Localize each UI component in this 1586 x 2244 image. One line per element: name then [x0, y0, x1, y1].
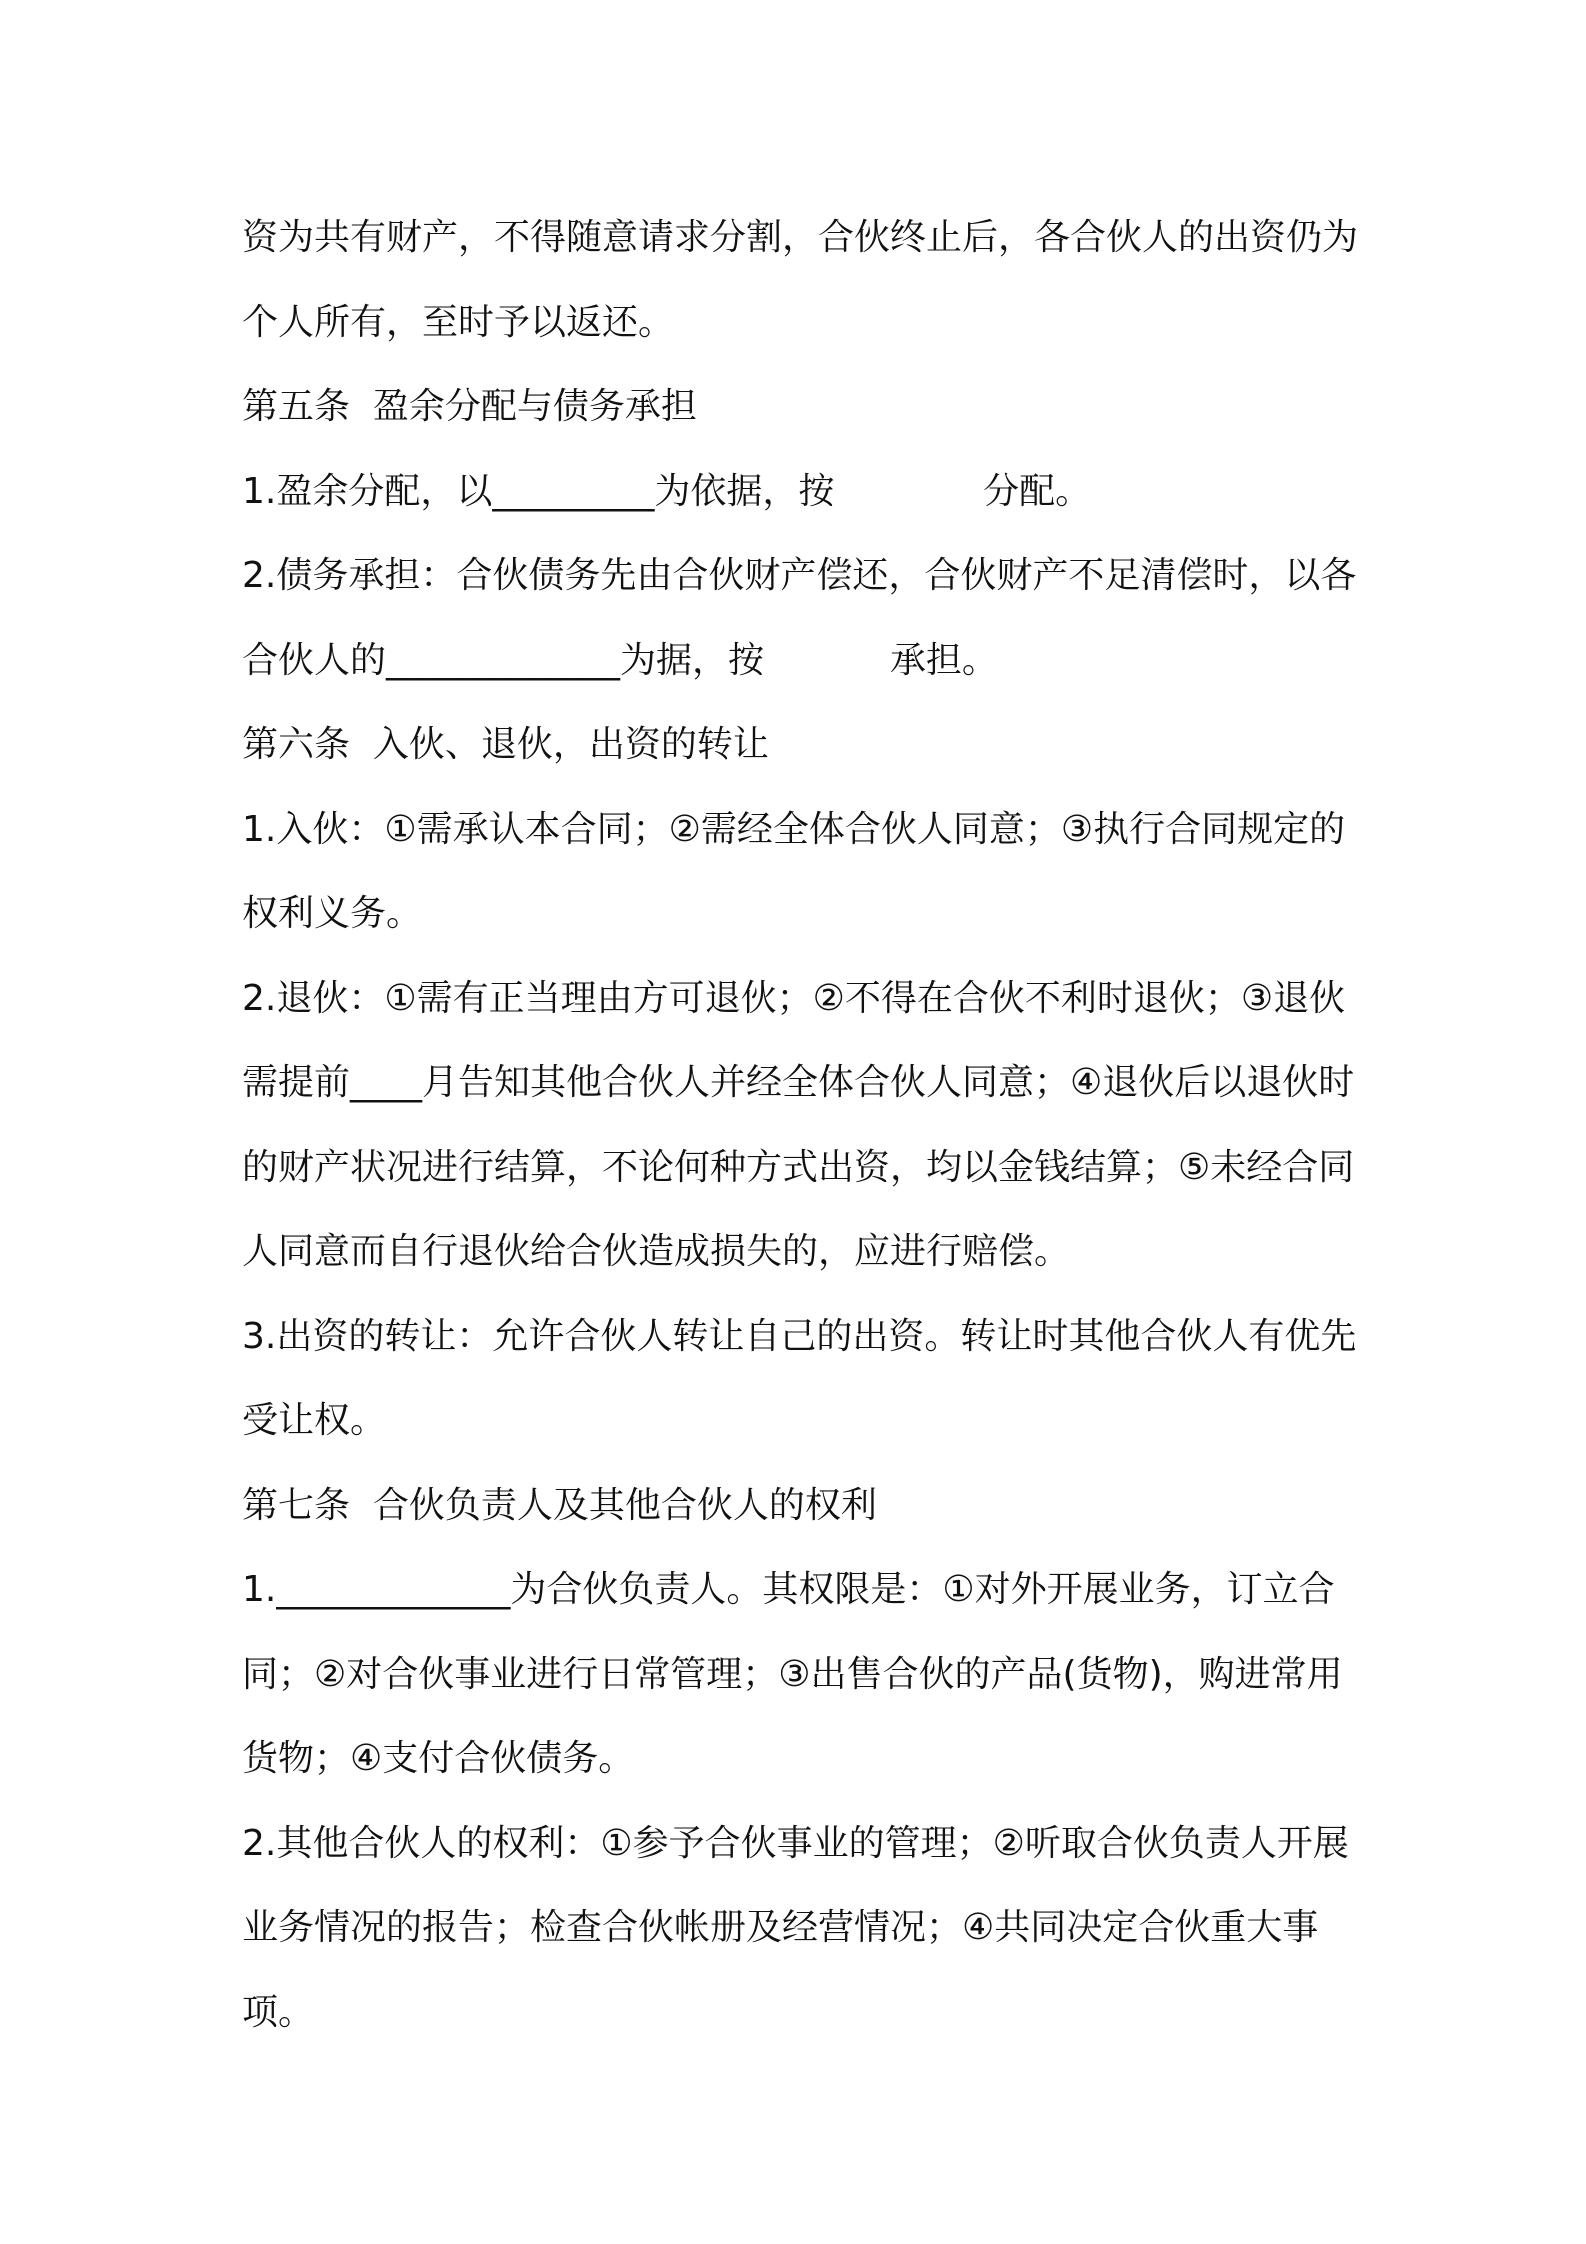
article-5-heading: 第五条 盈余分配与债务承担 [242, 386, 697, 427]
article-5-clause-1: 1.盈余分配，以_________为依据，按 分配。 [242, 470, 1092, 512]
article-6-clause-1: 1.入伙：①需承认本合同；②需经全体合伙人同意；③执行合同规定的权利义务。 [242, 808, 1346, 934]
article-7-heading: 第七条 合伙负责人及其他合伙人的权利 [242, 1484, 877, 1526]
article-6-clause-2: 2.退伙：①需有正当理由方可退伙；②不得在合伙不利时退伙；③退伙需提前____月告知其他合伙人并经全体合伙人同意；④退伙后以退伙时的财产状况进行结算，不论何种方式出资，均以金钱结算；⑤未经合同人同意而自行退伙给合伙造成损失的，应进行赔偿。 [242, 977, 1355, 1272]
article-7-clause-2: 2.其他合伙人的权利：①参予合伙事业的管理；②听取合伙负责人开展业务情况的报告；检查合伙帐册及经营情况；④共同决定合伙重大事项。 [242, 1822, 1349, 2033]
article-7-clause-1: 1._____________为合伙负责人。其权限是：①对外开展业务，订立合同；②对合伙事业进行日常管理；③出售合伙的产品(货物)，购进常用货物；④支付合伙债务。 [242, 1569, 1343, 1779]
article-6-clause-3: 3.出资的转让：允许合伙人转让自己的出资。转让时其他合伙人有优先受让权。 [242, 1315, 1357, 1441]
paragraph-continuation: 资为共有财产，不得随意请求分割，合伙终止后，各合伙人的出资仍为个人所有，至时予以返还。 [242, 217, 1359, 343]
article-5-clause-2: 2.债务承担：合伙债务先由合伙财产偿还，合伙财产不足清偿时，以各合伙人的_____________为据，按 承担。 [242, 555, 1357, 681]
document-body [242, 196, 1362, 2055]
article-6-heading: 第六条 入伙、退伙，出资的转让 [242, 724, 769, 765]
